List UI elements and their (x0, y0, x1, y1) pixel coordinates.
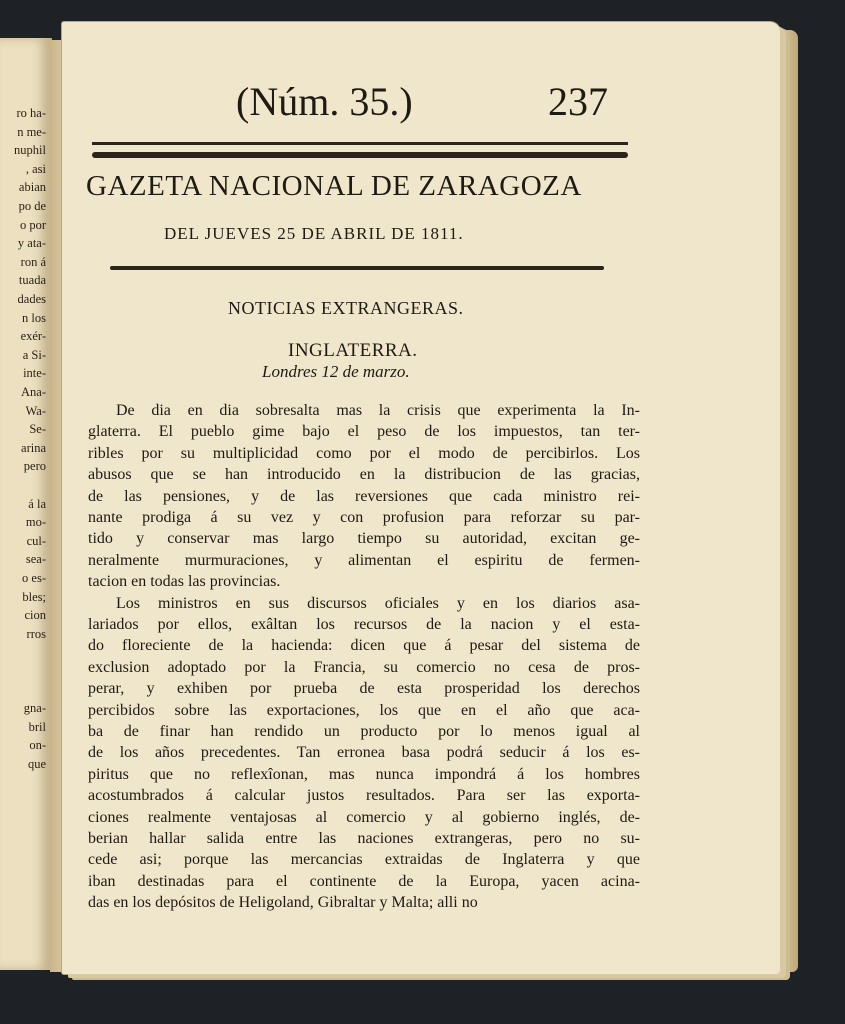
facing-page-line: a Si- (22, 347, 46, 362)
facing-page-line: cion (24, 608, 46, 623)
facing-page-line: on- (29, 738, 46, 753)
facing-page-line: bril (28, 719, 46, 734)
article-line: berian hallar salida entre las naciones extrangeras, pero no su- (88, 830, 640, 847)
issue-number: (Núm. 35.) (236, 79, 413, 124)
issue-date: DEL JUEVES 25 DE ABRIL DE 1811. (164, 224, 464, 243)
facing-page-fragment (0, 38, 52, 970)
facing-page-line: , asi (25, 161, 46, 176)
article-line: Los ministros en sus discursos oficiales y en los diarios asa- (116, 594, 640, 612)
article-line: iban destinadas para el continente de la Europa, yacen acina- (88, 872, 640, 890)
article-line: exclusion adoptado por la Francia, su comercio no cesa de pros- (88, 658, 640, 676)
page-number: 237 (548, 79, 608, 124)
facing-page-line: tuada (18, 273, 46, 288)
facing-page-line: Se- (29, 422, 46, 437)
article-line: tacion en todas las provincias. (88, 573, 281, 591)
dateline: Londres 12 de marzo. (262, 362, 410, 381)
facing-page-line: bles; (22, 589, 46, 604)
facing-page-line: inte- (23, 366, 46, 381)
article-line: De dia en dia sobresalta mas la crisis que experimenta la In- (116, 402, 640, 419)
facing-page-line: ron á (20, 254, 46, 269)
article-line: perar, y exhiben por prueba de esta prosperidad los derechos (88, 680, 640, 698)
facing-page-line: mo- (25, 515, 46, 530)
top-rule (92, 142, 628, 145)
facing-page-line: Ana- (21, 385, 46, 399)
facing-page-line: n los (22, 310, 46, 325)
facing-page-line: y ata- (17, 236, 46, 251)
article-line: cede asi; porque las mercancias extraidas de Inglaterra y que (88, 851, 640, 869)
article-line: de las pensiones, y de las reversiones que cada ministro rei- (88, 487, 640, 505)
article-line: tido y conservar mas largo tiempo su autoridad, excitan ge- (88, 530, 640, 548)
article-line: lariados por ellos, exâltan los recursos de la nacion y el esta- (88, 616, 640, 633)
article-line: nante prodiga á su vez y con profusion para reforzar su par- (88, 509, 640, 526)
facing-page-line: pero (23, 459, 46, 474)
facing-page-line: dades (17, 292, 46, 306)
facing-page-line: rros (26, 626, 46, 641)
article-line: do floreciente de la hacienda: dicen que á pesar del sistema de (88, 637, 640, 655)
article-line: ba de finar han rendido un producto por lo menos igual al (88, 723, 640, 740)
facing-page-line: á la (28, 496, 46, 511)
article-line: glaterra. El pueblo gime bajo el peso de los impuestos, tan ter- (88, 423, 640, 441)
facing-page-line: n me- (17, 124, 46, 139)
facing-page-line: nuphil (14, 143, 46, 158)
country-heading: INGLATERRA. (288, 340, 418, 361)
facing-page-line: o es- (22, 571, 46, 585)
article-line: percibidos sobre las exportaciones, los que en el año que aca- (88, 701, 640, 719)
facing-page-line: sea- (25, 552, 46, 567)
facing-page-line: o por (19, 217, 46, 232)
header-rule (110, 266, 604, 270)
article-line: piritus que no reflexîonan, mas nunca impondrá á los hombres (88, 765, 640, 783)
article-line: neralmente murmuraciones, y alimentan el espiritu de fermen- (88, 551, 640, 569)
facing-page-line: arina (21, 440, 46, 455)
article-line: de los años precedentes. Tan erronea basa podrá seducir á los es- (88, 744, 640, 762)
top-rule-thick (92, 152, 628, 158)
article-line: acostumbrados á calcular justos resultados. Para ser las exporta- (88, 787, 640, 805)
facing-page-line: que (27, 757, 46, 771)
facing-page-line: abian (18, 180, 46, 195)
facing-page-line: po de (18, 199, 46, 213)
facing-page-line: gna- (23, 701, 46, 716)
facing-page-line: exér- (20, 329, 46, 344)
article-line: ribles por su multiplicidad como por el modo de percibirlos. Los (88, 444, 640, 462)
article-line: das en los depósitos de Heligoland, Gibraltar y Malta; alli no (88, 894, 478, 912)
article-line: abusos que se han introducido en la distribucion de las gracias, (88, 466, 640, 484)
page-edge (780, 30, 798, 972)
facing-page-line: ro ha- (16, 106, 46, 120)
facing-page-line: Wa- (25, 403, 46, 418)
newspaper-title: GAZETA NACIONAL DE ZARAGOZA (86, 170, 582, 202)
article-line: ciones realmente ventajosas al comercio y al gobierno inglés, de- (88, 808, 640, 826)
facing-page-line: cul- (26, 533, 46, 548)
section-heading: NOTICIAS EXTRANGERAS. (228, 298, 464, 318)
